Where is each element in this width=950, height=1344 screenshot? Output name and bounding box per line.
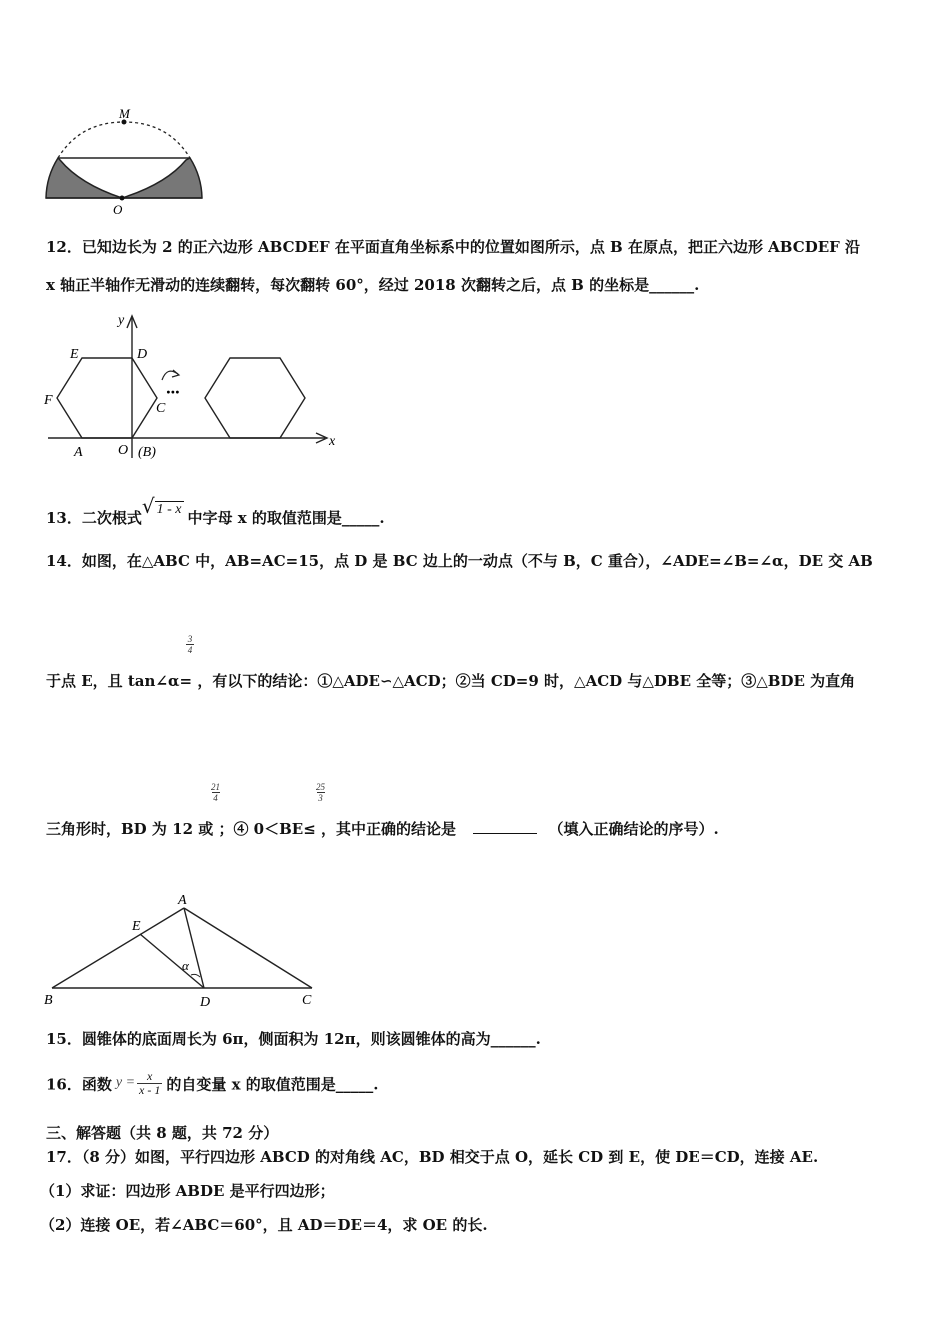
function-fraction [137, 1070, 162, 1097]
label-alpha: α [182, 958, 189, 973]
label-x: x [329, 434, 336, 449]
q14-line1: 14．如图，在△ABC 中，AB=AC=15，点 D 是 BC 边上的一动点（不与 B，C 重合），∠ADE=∠B=∠α，DE 交 AB [46, 552, 873, 570]
label-a: A [178, 893, 187, 908]
segment-ab [52, 908, 184, 988]
hexagon-figure [40, 308, 350, 468]
dots-label: ··· [166, 382, 180, 402]
fraction-a-num: 21 [211, 782, 220, 792]
semicircle-figure [40, 100, 210, 225]
sqrt-expression [142, 494, 184, 518]
segment-ad [184, 908, 204, 988]
triangle-figure [40, 892, 330, 1017]
label-e: E [70, 347, 79, 362]
function-den: x - 1 [139, 1083, 161, 1097]
q12-line2: x 轴正半轴作无滑动的连续翻转，每次翻转 60°，经过 2018 次翻转之后，点 B 的坐标是______. [46, 276, 700, 294]
answer-blank[interactable] [473, 833, 537, 834]
fraction-a-den: 4 [213, 793, 218, 803]
fraction-tan-num: 3 [187, 634, 193, 644]
fraction-21-4 [211, 782, 220, 803]
fraction-tan [186, 634, 194, 655]
sqrt-icon: √ [141, 494, 155, 518]
sqrt-radicand: 1 - x [156, 502, 182, 517]
hexagon-left [57, 358, 157, 438]
q13-line [46, 494, 385, 528]
hexagon-right [205, 358, 305, 438]
q17-part2: （2）连接 OE，若∠ABC＝60°，且 AD＝DE＝4，求 OE 的长. [40, 1216, 488, 1234]
function-num: x [137, 1070, 162, 1084]
function-lhs: y = [115, 1074, 136, 1090]
label-y: y [118, 313, 125, 328]
q14-line3-a: 三角形时，BD 为 12 或 ；④ 0＜BE≤ ，其中正确的结论是 [46, 820, 457, 838]
label-a: A [74, 445, 83, 460]
fraction-b-num: 25 [316, 782, 325, 792]
q12-line1: 12．已知边长为 2 的正六边形 ABCDEF 在平面直角坐标系中的位置如图所示，点 B 在原点，把正六边形 ABCDEF 沿 [46, 238, 861, 256]
q17-part1: （1）求证：四边形 ABDE 是平行四边形； [40, 1182, 335, 1200]
label-b: B [44, 993, 53, 1008]
q17-stem: 17．（8 分）如图，平行四边形 ABCD 的对角线 AC，BD 相交于点 O，延长 CD 到 E，使 DE＝CD，连接 AE. [46, 1148, 819, 1166]
fraction-tan-den: 4 [187, 645, 193, 655]
dashed-arc [58, 122, 190, 158]
fraction-25-3 [316, 782, 325, 803]
angle-alpha-arc [191, 974, 200, 977]
q16-line [46, 1069, 379, 1099]
label-f: F [44, 393, 53, 408]
label-d: D [200, 995, 211, 1010]
label-origin-b: (B) [138, 445, 156, 460]
q13-suffix: 中字母 x 的取值范围是_____. [187, 509, 385, 527]
segment-ac [184, 908, 312, 988]
label-e: E [132, 919, 141, 934]
q14-line2: 于点 E，且 tan∠α= ，有以下的结论：①△ADE∽△ACD；②当 CD=9 时，△ACD 与△DBE 全等；③△BDE 为直角 [46, 672, 856, 690]
q14-line3-b: （填入正确结论的序号）. [548, 820, 719, 838]
q15-line: 15．圆锥体的底面周长为 6π，侧面积为 12π，则该圆锥体的高为______. [46, 1030, 541, 1048]
point-o [120, 196, 125, 201]
q14-line3 [46, 818, 719, 839]
section3-title: 三、解答题（共 8 题，共 72 分） [46, 1124, 279, 1142]
label-m: M [119, 106, 130, 121]
segment-de [140, 934, 204, 988]
label-origin: O [118, 443, 129, 458]
label-c: C [156, 401, 166, 416]
label-d: D [137, 347, 148, 362]
label-o: O [113, 202, 123, 217]
q16-prefix: 16．函数 [46, 1075, 112, 1094]
label-c: C [302, 993, 312, 1008]
shaded-region-left [46, 158, 122, 198]
fraction-b-den: 3 [318, 793, 323, 803]
q13-prefix: 13．二次根式 [46, 509, 142, 527]
shaded-region-right [122, 158, 202, 198]
q16-suffix: 的自变量 x 的取值范围是_____. [166, 1075, 379, 1094]
